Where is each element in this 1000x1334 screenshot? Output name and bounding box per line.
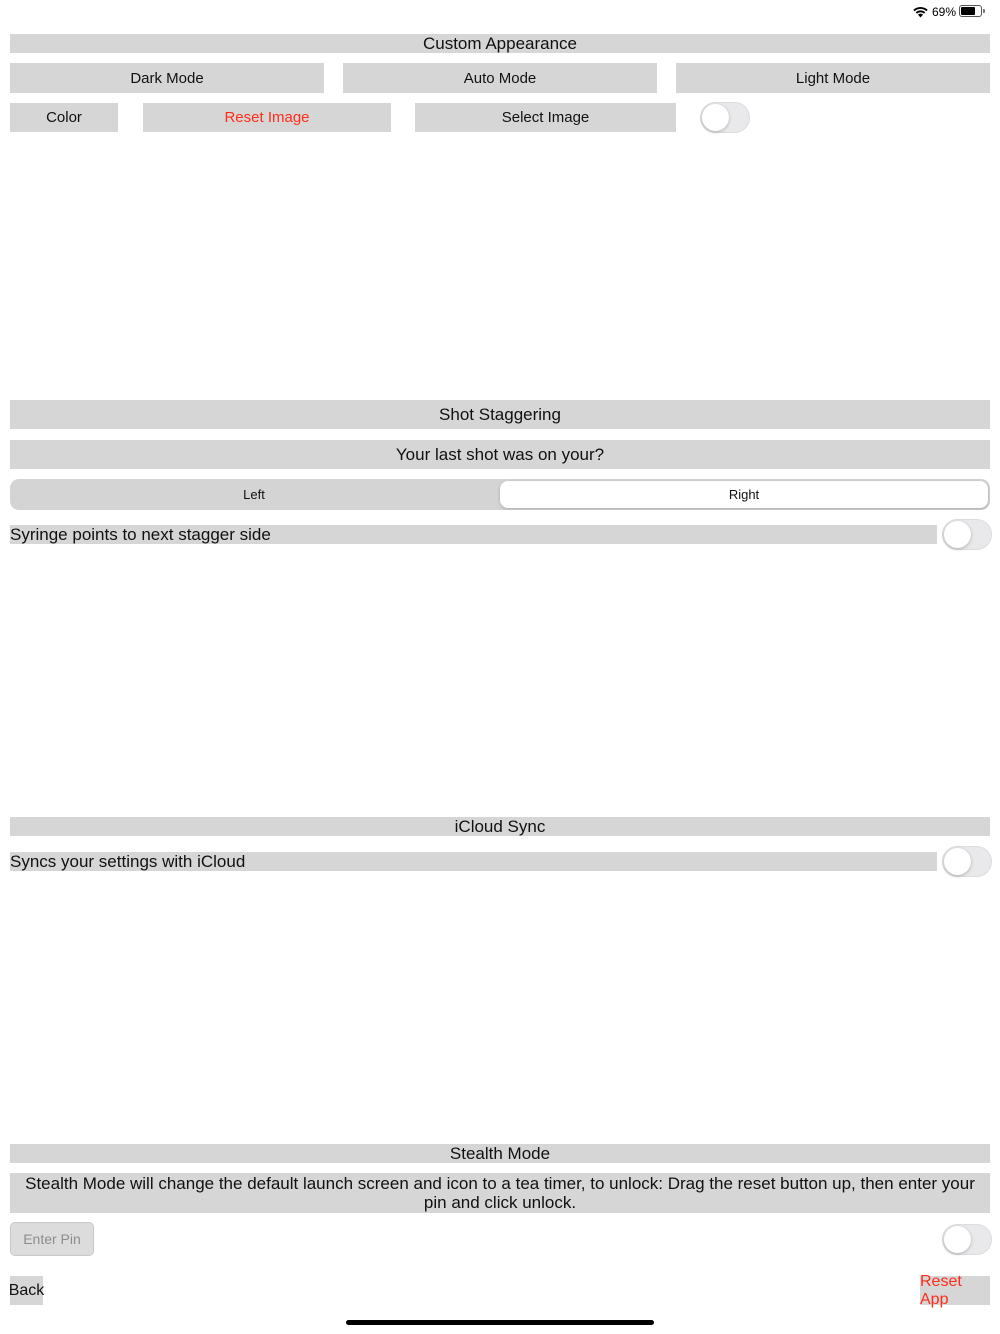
icloud-description: Syncs your settings with iCloud <box>10 852 937 871</box>
custom-appearance-header: Custom Appearance <box>10 34 990 53</box>
battery-icon <box>959 5 982 17</box>
icloud-sync-header: iCloud Sync <box>10 817 990 836</box>
wifi-icon <box>912 5 929 18</box>
stealth-mode-header: Stealth Mode <box>10 1144 990 1163</box>
segment-left[interactable]: Left <box>243 487 265 502</box>
reset-image-button[interactable]: Reset Image <box>143 103 391 132</box>
reset-app-button[interactable]: Reset App <box>920 1276 990 1305</box>
auto-mode-button[interactable]: Auto Mode <box>343 63 657 93</box>
back-button[interactable]: Back <box>10 1276 43 1305</box>
battery-percent: 69% <box>932 5 957 19</box>
select-image-button[interactable]: Select Image <box>415 103 676 132</box>
pin-input[interactable]: Enter Pin <box>10 1222 94 1256</box>
last-shot-question: Your last shot was on your? <box>10 440 990 469</box>
syringe-label: Syringe points to next stagger side <box>10 525 937 544</box>
status-bar <box>0 0 1000 24</box>
stagger-side-segmented-control[interactable] <box>10 479 990 510</box>
light-mode-button[interactable]: Light Mode <box>676 63 990 93</box>
image-toggle[interactable] <box>700 102 750 133</box>
home-indicator <box>346 1320 654 1325</box>
dark-mode-button[interactable]: Dark Mode <box>10 63 324 93</box>
segment-right[interactable]: Right <box>500 481 988 508</box>
icloud-toggle[interactable] <box>942 846 992 877</box>
stealth-description: Stealth Mode will change the default launch screen and icon to a tea timer, to unlock: Drag the reset button up, then enter your pin and click unlock. <box>10 1173 990 1213</box>
shot-staggering-header: Shot Staggering <box>10 400 990 429</box>
syringe-toggle[interactable] <box>942 519 992 550</box>
color-button[interactable]: Color <box>10 103 118 132</box>
stealth-toggle[interactable] <box>942 1224 992 1255</box>
